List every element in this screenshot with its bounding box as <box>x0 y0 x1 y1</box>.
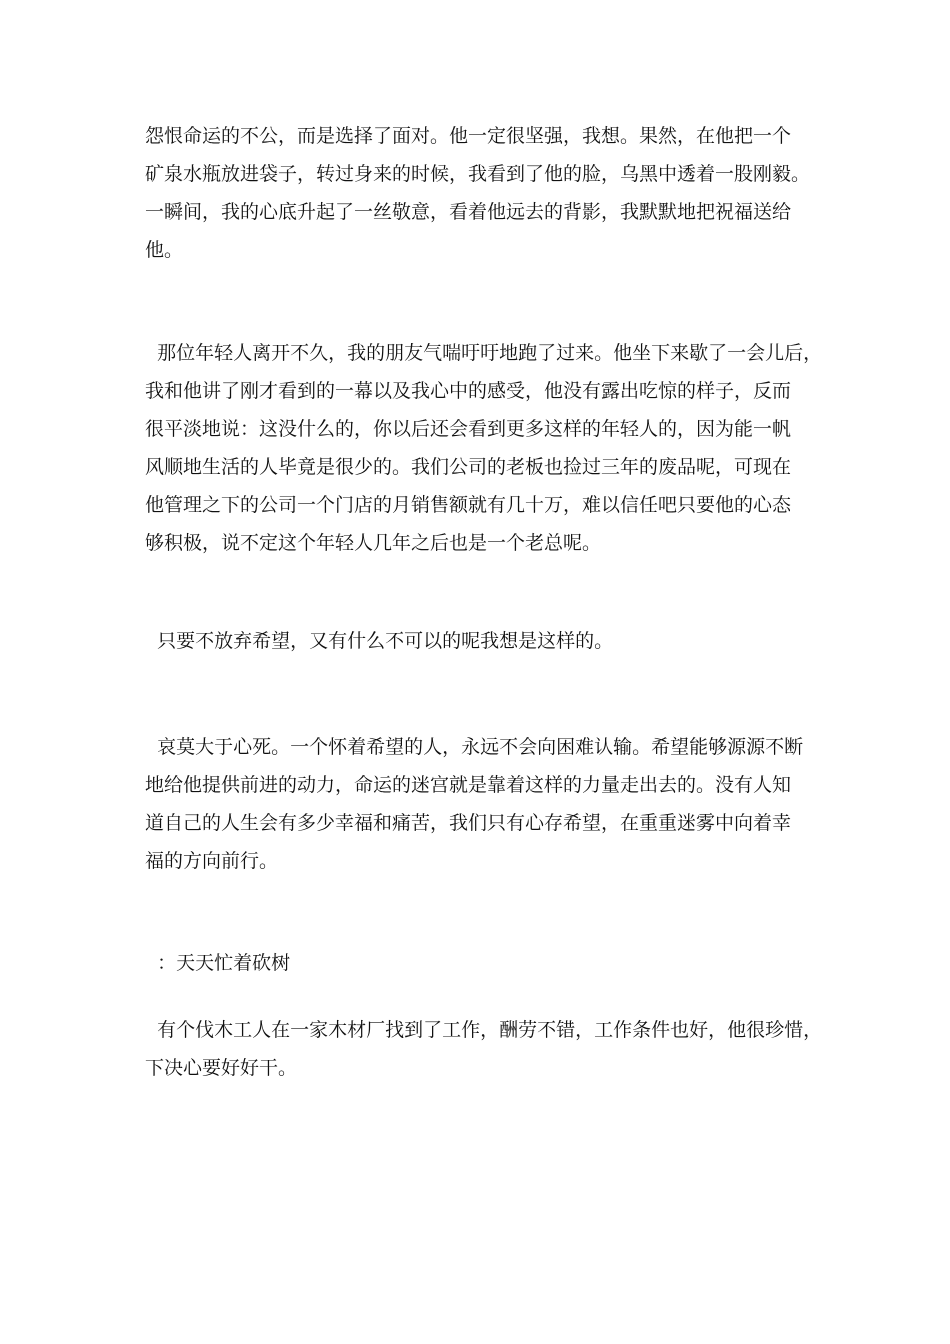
text-line: 那位年轻人离开不久，我的朋友气喘吁吁地跑了过来。他坐下来歇了一会儿后， <box>145 342 823 364</box>
text-line: 怨恨命运的不公，而是选择了面对。他一定很坚强，我想。果然，在他把一个 <box>145 125 792 147</box>
text-line: 他管理之下的公司一个门店的月销售额就有几十万，难以信任吧只要他的心态 <box>145 494 792 516</box>
text-line: 福的方向前行。 <box>145 850 279 872</box>
text-line: 够积极，说不定这个年轻人几年之后也是一个老总呢。 <box>145 532 602 554</box>
text-line: 我和他讲了刚才看到的一幕以及我心中的感受，他没有露出吃惊的样子，反而 <box>145 380 792 402</box>
section-heading <box>145 944 825 982</box>
text-line: 一瞬间，我的心底升起了一丝敬意，看着他远去的背影，我默默地把祝福送给 <box>145 201 792 223</box>
paragraph-3 <box>145 622 825 660</box>
text-line: 有个伐木工人在一家木材厂找到了工作，酬劳不错，工作条件也好，他很珍惜， <box>145 1019 823 1041</box>
text-line: 矿泉水瓶放进袋子，转过身来的时候，我看到了他的脸，乌黑中透着一股刚毅。 <box>145 163 811 185</box>
text-line: 哀莫大于心死。一个怀着希望的人，永远不会向困难认输。希望能够源源不断 <box>145 736 804 758</box>
text-line: 他。 <box>145 239 184 261</box>
text-line: 下决心要好好干。 <box>145 1057 298 1079</box>
paragraph-2 <box>145 334 825 562</box>
paragraph-6 <box>145 1011 825 1087</box>
heading-line: ：天天忙着砍树 <box>145 952 291 974</box>
text-line: 很平淡地说：这没什么的，你以后还会看到更多这样的年轻人的，因为能一帆 <box>145 418 792 440</box>
paragraph-4 <box>145 728 825 880</box>
paragraph-1 <box>145 117 825 269</box>
text-line: 道自己的人生会有多少幸福和痛苦，我们只有心存希望，在重重迷雾中向着幸 <box>145 812 792 834</box>
text-line: 只要不放弃希望，又有什么不可以的呢我想是这样的。 <box>145 630 614 652</box>
text-line: 风顺地生活的人毕竟是很少的。我们公司的老板也捡过三年的废品呢，可现在 <box>145 456 792 478</box>
text-line: 地给他提供前进的动力，命运的迷宫就是靠着这样的力量走出去的。没有人知 <box>145 774 792 796</box>
